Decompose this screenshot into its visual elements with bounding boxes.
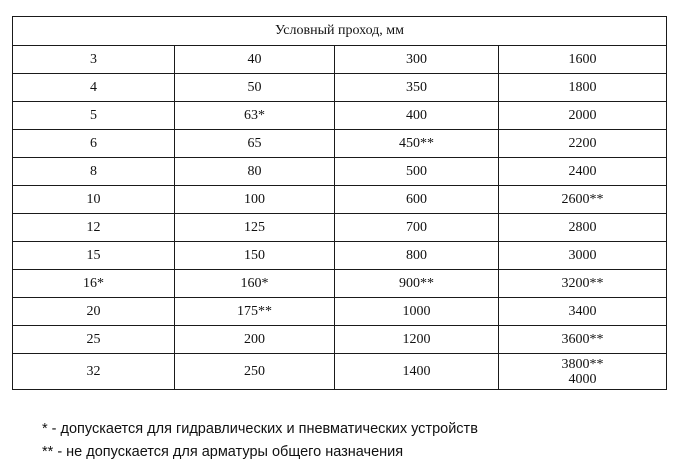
nominal-diameter-table [12, 16, 667, 390]
table-cell: 65 [175, 130, 335, 158]
table-cell: 16* [13, 270, 175, 298]
table-cell: 250 [175, 354, 335, 390]
table-cell: 350 [335, 74, 499, 102]
table-cell: 3000 [499, 242, 667, 270]
table-cell: 3200** [499, 270, 667, 298]
table-cell: 150 [175, 242, 335, 270]
table-row [13, 74, 667, 102]
table-cell: 1200 [335, 326, 499, 354]
table-header: Условный проход, мм [13, 17, 667, 46]
table-cell: 20 [13, 298, 175, 326]
table-cell: 3600** [499, 326, 667, 354]
table-cell: 40 [175, 46, 335, 74]
table-cell: 2600** [499, 186, 667, 214]
table-cell: 500 [335, 158, 499, 186]
table-cell: 15 [13, 242, 175, 270]
table-row [13, 130, 667, 158]
table-row [13, 270, 667, 298]
footnote-double-asterisk: ** - не допускается для арматуры общего назначения [42, 444, 404, 460]
table-row [13, 326, 667, 354]
table-row [13, 102, 667, 130]
table-cell: 2800 [499, 214, 667, 242]
table-cell: 1000 [335, 298, 499, 326]
table-cell: 3400 [499, 298, 667, 326]
footnote-single-asterisk: * - допускается для гидравлических и пневматических устройств [42, 421, 478, 437]
table-cell: 1400 [335, 354, 499, 390]
table-cell: 25 [13, 326, 175, 354]
table-cell: 63* [175, 102, 335, 130]
table-cell: 450** [335, 130, 499, 158]
table-cell: 3 [13, 46, 175, 74]
table-cell: 700 [335, 214, 499, 242]
table-header-row [13, 17, 667, 46]
table-row [13, 242, 667, 270]
table-cell: 300 [335, 46, 499, 74]
table-row [13, 186, 667, 214]
table-cell: 5 [13, 102, 175, 130]
table-cell: 600 [335, 186, 499, 214]
table-cell: 2400 [499, 158, 667, 186]
table-cell: 2000 [499, 102, 667, 130]
table-cell: 10 [13, 186, 175, 214]
table-row [13, 298, 667, 326]
table-cell: 8 [13, 158, 175, 186]
table-cell-line: 4000 [568, 371, 597, 387]
table-cell: 12 [13, 214, 175, 242]
table-row [13, 354, 667, 390]
table-cell: 80 [175, 158, 335, 186]
table-cell-two-line [499, 354, 667, 390]
table-cell: 200 [175, 326, 335, 354]
table-cell: 1600 [499, 46, 667, 74]
table-cell: 160* [175, 270, 335, 298]
table-cell: 100 [175, 186, 335, 214]
table-row [13, 46, 667, 74]
table-row [13, 158, 667, 186]
table-cell: 900** [335, 270, 499, 298]
table-cell: 1800 [499, 74, 667, 102]
table-cell: 2200 [499, 130, 667, 158]
table-cell: 125 [175, 214, 335, 242]
table-row [13, 214, 667, 242]
document-page [12, 16, 666, 390]
table-cell-line: 3800** [561, 356, 604, 372]
table-cell: 32 [13, 354, 175, 390]
table-cell: 4 [13, 74, 175, 102]
table-cell: 400 [335, 102, 499, 130]
table-cell: 6 [13, 130, 175, 158]
footnotes [42, 418, 478, 464]
table-cell: 800 [335, 242, 499, 270]
table-cell: 50 [175, 74, 335, 102]
table-cell: 175** [175, 298, 335, 326]
